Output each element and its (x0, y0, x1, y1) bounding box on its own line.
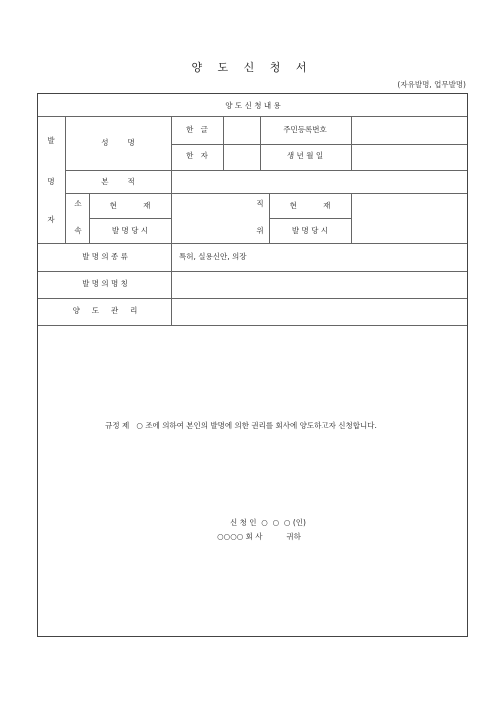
column-divider (351, 193, 352, 243)
transfer-management-label: 양 도 관 리 (72, 306, 138, 315)
inventor-label-2: 명 (47, 177, 55, 186)
hanja-label: 한 자 (186, 151, 208, 160)
transfer-application-form (37, 93, 468, 637)
column-divider (65, 116, 66, 243)
row-divider (38, 298, 467, 299)
column-divider (89, 193, 90, 243)
column-divider (171, 116, 172, 325)
affiliation-label-1: 소 (74, 199, 82, 208)
affiliation-label-2: 속 (74, 226, 82, 235)
document-title: 양 도 신 청 서 (191, 61, 313, 74)
position-label-1: 직 (256, 199, 264, 208)
affiliation-current-label: 현 재 (109, 201, 151, 210)
row-divider (269, 218, 351, 219)
column-divider (223, 116, 224, 170)
korean-label: 한 글 (186, 125, 208, 134)
resident-number-label: 주민등록번호 (283, 125, 327, 134)
domicile-label: 본 적 (101, 177, 135, 186)
invention-type-label: 발 명 의 종 류 (82, 252, 128, 261)
column-divider (351, 116, 352, 170)
applicant-line: 신 청 인 ○ ○ ○ (인) (230, 518, 306, 527)
birth-date-label: 생 년 월 일 (286, 151, 324, 160)
position-label-2: 위 (256, 226, 264, 235)
row-divider (172, 144, 467, 145)
row-divider (65, 170, 467, 171)
row-divider (38, 243, 467, 244)
row-divider (89, 218, 171, 219)
row-divider (38, 116, 467, 117)
row-divider (65, 193, 467, 194)
column-divider (260, 116, 261, 170)
section-header: 양 도 신 청 내 용 (225, 101, 281, 110)
transfer-statement: 규정 제 ○ 조에 의하여 본인의 발명에 의한 권리를 회사에 양도하고자 신청합니다. (105, 421, 377, 430)
name-label: 성 명 (101, 138, 135, 147)
row-divider (38, 271, 467, 272)
document-subtitle: (자유발명, 업무발명) (397, 80, 466, 89)
column-divider (269, 193, 270, 243)
inventor-label-3: 자 (47, 215, 55, 224)
position-current-label: 현 재 (289, 201, 331, 210)
addressee-line: ○○○○ 회 사 귀하 (217, 532, 301, 541)
invention-name-label: 발 명 의 명 칭 (82, 279, 128, 288)
invention-type-value: 특허, 실용신안, 의장 (179, 252, 247, 261)
row-divider (38, 325, 467, 326)
inventor-label-1: 발 (47, 136, 55, 145)
affiliation-at-invention-label: 발 명 당 시 (111, 226, 149, 235)
position-at-invention-label: 발 명 당 시 (291, 226, 329, 235)
